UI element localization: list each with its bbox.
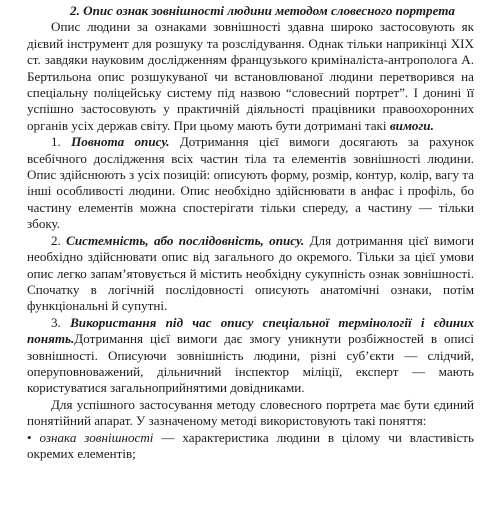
section-title: 2. Опис ознак зовнішності людини методом словесного портрета: [70, 3, 455, 18]
requirement-completeness: [27, 134, 474, 232]
requirement-text: Дотримання цієї вимоги дає змогу уникнути розбіжностей в описі зовнішності. Описуючи зовнішність людини, різні суб’єкти — слідчий, оперуповноважений, дільничний інспектор міліції, експерт — мають користуватися загальноприйнятими довідниками.: [27, 331, 474, 396]
requirement-systematic: [27, 233, 474, 315]
intro-text: Опис людини за ознаками зовнішності здавна широко застосовують як дієвий інструмент для розшуку та розслідування. Однак тільки наприкінці XIX ст. завдяки науковим дослідженням французького криміналіста-антрополога А. Бертильона опис розшукуваної чи встановлюваної людини перетворився на спеціальну поліцейську систему під назвою “словесний портрет”. І донині її успішно застосовують у практичній діяльності працівники правоохоронних органів усіх держав світу. При цьому мають бути дотримані такі: [27, 19, 474, 133]
requirement-text: Дотримання цієї вимоги досягають за рахунок всебічного дослідження всіх частин тіла та елементів зовнішності людини. Опис здійснюють з усіх позицій: описують форму, розмір, контур, колір, вагу та інші особливості людини. Опис необхідно здійснювати в анфас і профіль, бо частину елементів можна спостерігати тільки спереду, а частину — тільки збоку.: [27, 134, 475, 232]
concepts-paragraph: Для успішного застосування методу словесного портрета має бути єдиний понятійний апарат. У зазначеному методі використовують такі поняття:: [27, 396, 474, 429]
concept-term: ознака зовнішності: [39, 429, 154, 445]
requirement-term: Використання під час опису спеціальної термінології і єдиних понять.: [27, 314, 475, 347]
requirement-term: Повнота опису.: [71, 134, 170, 150]
bullet-icon: •: [27, 429, 40, 445]
requirement-term: Системність, або послідовність, опису.: [66, 232, 305, 248]
intro-paragraph: [27, 19, 474, 134]
requirement-number: 2.: [51, 232, 67, 248]
intro-emphasis: вимоги.: [389, 117, 434, 133]
requirement-number: 1.: [51, 134, 72, 150]
concept-definition: — характеристика людини в цілому чи властивість окремих елементів;: [27, 429, 474, 461]
requirement-number: 3.: [51, 314, 71, 330]
requirement-terminology: [27, 315, 474, 397]
concept-list-item: [27, 430, 474, 463]
requirement-text: Для дотримання цієї вимоги необхідно здійснювати опис від загального до окремого. Тільки за цієї умови опис легко запам’ятовується й містить необхідну сукупність ознак зовнішності. Спочатку в логічній послідовності описують анатомічні ознаки, потім функціональні й супутні.: [27, 232, 474, 314]
